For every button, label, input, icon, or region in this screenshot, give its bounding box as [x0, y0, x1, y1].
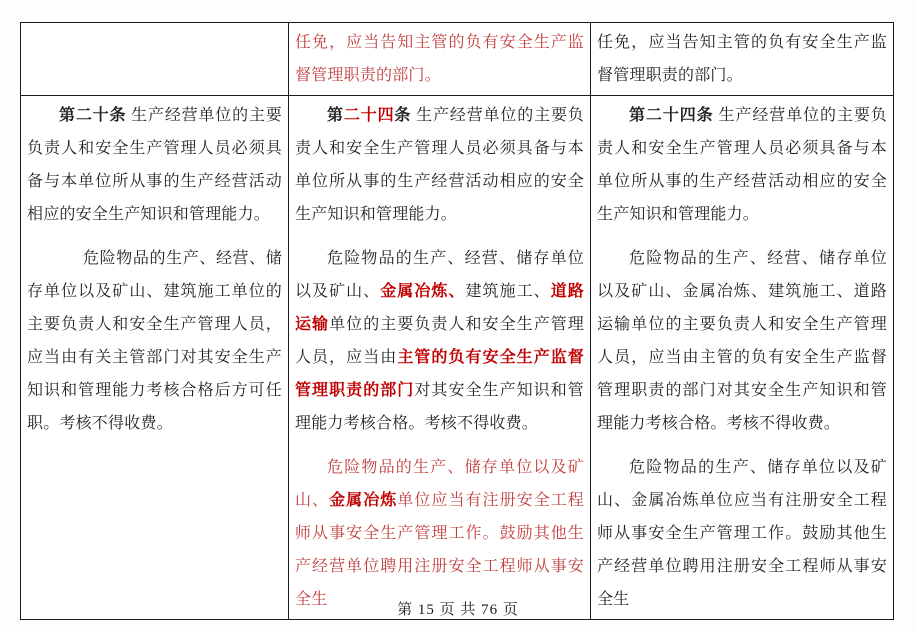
- law-text-run: 建筑施工、: [465, 283, 551, 300]
- empty-cell: [27, 26, 282, 92]
- cell-r2-old-law-article-20: [21, 96, 289, 620]
- revision-highlight-text: 金属冶炼: [329, 492, 398, 509]
- law-paragraph: [295, 451, 584, 616]
- law-text-run: 第: [327, 107, 344, 124]
- law-text-run: 任免，应当告知主管的负有安全生产监督管理职责的部门。: [597, 34, 887, 84]
- cell-r1-old-law: [21, 23, 289, 96]
- law-text-run: 第二十条: [59, 107, 127, 124]
- law-text-run: 危险物品的生产、经营、储存单位以及矿山、金属冶炼、建筑施工、道路运输单位的主要负责人和安全生产管理人员，应当由主管的负有安全生产监督管理职责的部门对其安全生产知识和管理能力考核合格。考核不得收费。: [597, 250, 887, 432]
- revision-highlight-text: 危险物品的生产、储存单位以及矿山、: [295, 459, 584, 509]
- law-paragraph: [27, 242, 282, 440]
- law-text-run: 危险物品的生产、经营、储存单位以及矿山、: [295, 250, 584, 300]
- law-paragraph: [597, 99, 887, 231]
- law-paragraph: [295, 99, 584, 231]
- law-paragraph: [295, 26, 584, 92]
- law-text-run: 危险物品的生产、经营、储存单位以及矿山、建筑施工单位的主要负责人和安全生产管理人员，应当由有关主管部门对其安全生产知识和管理能力考核合格后方可任职。考核不得收费。: [27, 250, 282, 432]
- law-text-run: 危险物品的生产、储存单位以及矿山、金属冶炼单位应当有注册安全工程师从事安全生产管理工作。鼓励其他生产经营单位聘用注册安全工程师从事安全生: [597, 459, 887, 608]
- law-text-run: 条: [394, 107, 412, 124]
- law-text-run: 生产经营单位的主要负责人和安全生产管理人员必须具备与本单位所从事的生产经营活动相应的安全生产知识和管理能力。: [597, 107, 887, 223]
- law-paragraph: [597, 451, 887, 616]
- revision-highlight-text: 二十四: [343, 107, 395, 124]
- table-row: [21, 96, 894, 620]
- cell-r2-new-law-article-24: [591, 96, 894, 620]
- law-paragraph: [597, 242, 887, 440]
- law-comparison-table: [20, 22, 894, 620]
- law-text-run: 单位的主要负责人和安全生产管理人员，应当由: [295, 316, 584, 366]
- cell-r2-draft-article-24: [289, 96, 591, 620]
- revision-highlight-text: 道路运输: [295, 283, 584, 333]
- revision-highlight-text: 任免，应当告知主管的负有安全生产监督管理职责的部门。: [295, 34, 584, 84]
- law-paragraph: [295, 242, 584, 440]
- law-paragraph: [597, 26, 887, 92]
- law-text-run: 生产经营单位的主要负责人和安全生产管理人员必须具备与本单位所从事的生产经营活动相应的安全生产知识和管理能力。: [295, 107, 584, 223]
- cell-r1-new-law-continuation: [591, 23, 894, 96]
- law-text-run: 对其安全生产知识和管理能力考核合格。考核不得收费。: [295, 382, 584, 432]
- table-row: [21, 23, 894, 96]
- revision-highlight-text: 主管的负有安全生产监督管理职责的部门: [295, 349, 584, 399]
- law-paragraph: [27, 99, 282, 231]
- cell-r1-draft-continuation: [289, 23, 591, 96]
- law-text-run: 生产经营单位的主要负责人和安全生产管理人员必须具备与本单位所从事的生产经营活动相应的安全生产知识和管理能力。: [27, 107, 282, 223]
- revision-highlight-text: 金属冶炼、: [380, 283, 466, 300]
- page-number: 第 15 页 共 76 页: [397, 602, 519, 618]
- law-text-run: 第二十四条: [629, 107, 714, 124]
- revision-highlight-text: 单位应当有注册安全工程师从事安全生产管理工作。鼓励其他生产经营单位聘用注册安全工程师从事安全生: [295, 492, 584, 608]
